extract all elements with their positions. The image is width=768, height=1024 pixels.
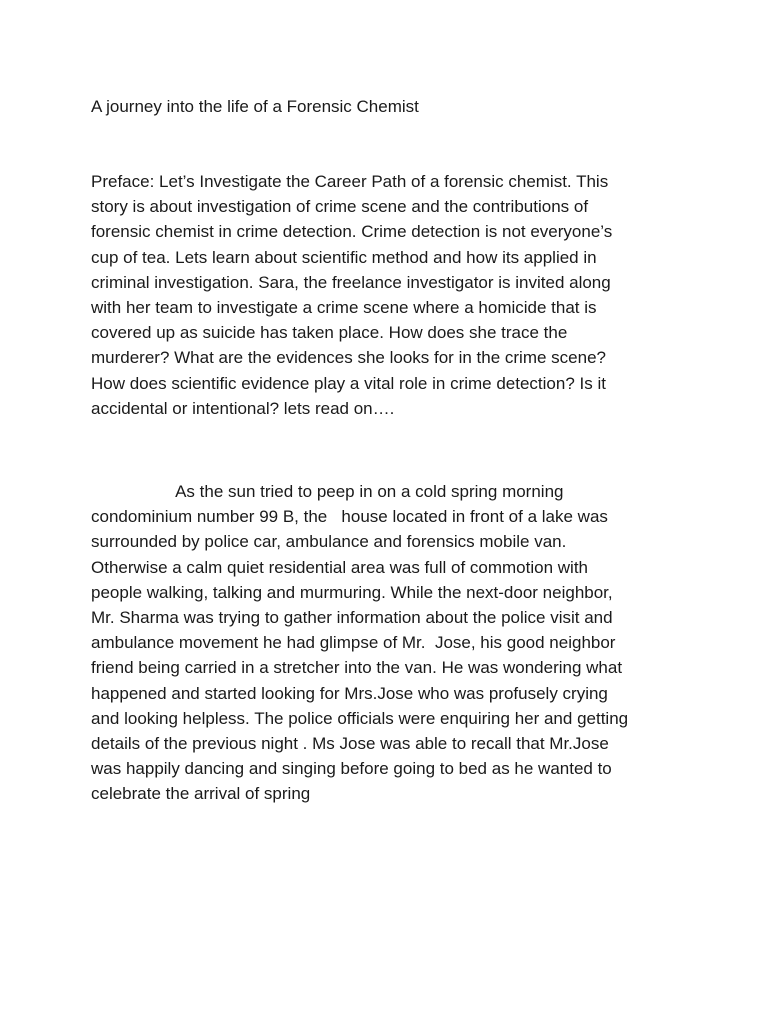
story-line-10: and looking helpless. The police officials were enquiring her and getting	[91, 708, 629, 728]
preface-line-9: How does scientific evidence play a vital role in crime detection? Is it	[91, 373, 606, 393]
preface-line-5: criminal investigation. Sara, the freelance investigator is invited along	[91, 272, 611, 292]
preface-line-8: murderer? What are the evidences she looks for in the crime scene?	[91, 348, 606, 368]
preface-line-1: Preface: Let’s Investigate the Career Path of a forensic chemist. This	[91, 172, 609, 191]
title-line: A journey into the life of a Forensic Chemist	[91, 97, 419, 116]
story-line-8: friend being carried in a stretcher into the van. He was wondering what	[91, 658, 623, 678]
story-line-9: happened and started looking for Mrs.Jose who was profusely crying	[91, 683, 608, 703]
story-line-11: details of the previous night . Ms Jose was able to recall that Mr.Jose	[91, 733, 609, 753]
preface-paragraph	[91, 169, 691, 421]
story-line-12: was happily dancing and singing before going to bed as he wanted to	[91, 759, 612, 779]
story-line-13: celebrate the arrival of spring	[91, 784, 311, 804]
preface-line-4: cup of tea. Lets learn about scientific method and how its applied in	[91, 247, 597, 267]
story-line-7: ambulance movement he had glimpse of Mr. Jose, his good neighbor	[91, 633, 616, 653]
story-line-1: As the sun tried to peep in on a cold spring morning	[91, 482, 564, 501]
story-line-6: Mr. Sharma was trying to gather information about the police visit and	[91, 607, 613, 627]
preface-line-10: accidental or intentional? lets read on….	[91, 398, 395, 418]
story-line-4: Otherwise a calm quiet residential area was full of commotion with	[91, 557, 588, 577]
preface-line-2: story is about investigation of crime scene and the contributions of	[91, 197, 589, 217]
preface-line-6: with her team to investigate a crime scene where a homicide that is	[91, 297, 597, 317]
document-title	[91, 94, 691, 119]
story-line-2: condominium number 99 B, the house located in front of a lake was	[91, 507, 608, 527]
preface-line-7: covered up as suicide has taken place. How does she trace the	[91, 323, 568, 343]
preface-line-3: forensic chemist in crime detection. Crime detection is not everyone’s	[91, 222, 613, 242]
story-line-3: surrounded by police car, ambulance and forensics mobile van.	[91, 532, 567, 552]
story-paragraph	[91, 479, 691, 806]
story-line-5: people walking, talking and murmuring. While the next-door neighbor,	[91, 582, 613, 602]
